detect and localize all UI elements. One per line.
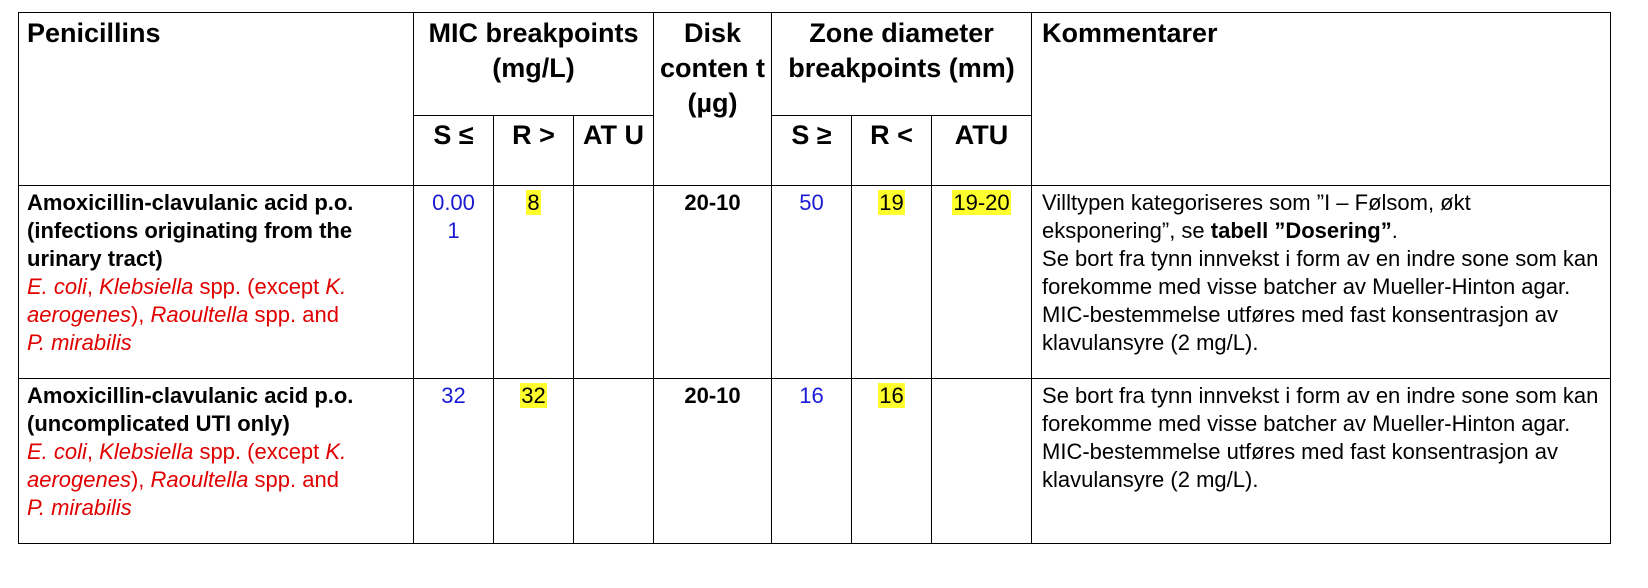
mic-s-value: 0.00 1: [414, 186, 494, 379]
table-row: [19, 186, 1611, 379]
header-zone-s: S ≥: [772, 116, 852, 186]
drug-name: Amoxicillin-clavulanic acid p.o. (uncomplicated UTI only): [27, 383, 354, 436]
organism-list: E. coli, Klebsiella spp. (except K. aerogenes), Raoultella spp. and P. mirabilis: [27, 439, 347, 520]
comment-cell: [1032, 379, 1611, 544]
zone-atu-value: [932, 379, 1032, 544]
disk-value: 20-10: [654, 379, 772, 544]
mic-atu-value: [574, 379, 654, 544]
organism-list: E. coli, Klebsiella spp. (except K. aerogenes), Raoultella spp. and P. mirabilis: [27, 274, 347, 355]
drug-name: Amoxicillin-clavulanic acid p.o. (infections originating from the urinary tract): [27, 190, 354, 271]
zone-atu-value: 19-20: [953, 190, 1010, 215]
drug-cell: [19, 186, 414, 379]
header-zone-atu: ATU: [932, 116, 1032, 186]
header-mic-atu: AT U: [574, 116, 654, 186]
header-zone-r: R <: [852, 116, 932, 186]
header-mic-breakpoints: MIC breakpoints (mg/L): [414, 13, 654, 116]
comment-bold-link: tabell ”Dosering”: [1210, 218, 1392, 243]
comment-text: Se bort fra tynn innvekst i form av en indre sone som kan forekomme med visse batcher av Mueller-Hinton agar.: [1042, 383, 1599, 436]
comment-text: Villtypen kategoriseres som ”I – Følsom, økt eksponering”, se: [1042, 190, 1471, 243]
mic-r-value: 8: [527, 190, 540, 215]
zone-s-value: 16: [772, 379, 852, 544]
header-mic-r: R >: [494, 116, 574, 186]
zone-s-value: 50: [772, 186, 852, 379]
comment-text: MIC-bestemmelse utføres med fast konsentrasjon av klavulansyre (2 mg/L).: [1042, 439, 1558, 492]
comment-cell: Villtypen kategoriseres som ”I – Følsom, økt eksponering”, se tabell ”Dosering”. Se bort fra tynn innvekst i form av en indre sone som kan forekomme med visse batcher av Mueller-Hinton agar. MIC-bestemmelse utføres med fast konsentrasjon av klavulansyre (2 mg/L).: [1032, 186, 1611, 379]
zone-r-cell: [852, 186, 932, 379]
breakpoint-table: [18, 12, 1611, 544]
zone-r-cell: [852, 379, 932, 544]
disk-value: 20-10: [654, 186, 772, 379]
mic-r-value: 32: [521, 383, 546, 408]
header-zone-diameter: Zone diameter breakpoints (mm): [772, 13, 1032, 116]
header-comments: Kommentarer: [1032, 13, 1611, 186]
comment-text: Se bort fra tynn innvekst i form av en indre sone som kan forekomme med visse batcher av Mueller-Hinton agar.: [1042, 246, 1599, 299]
mic-s-value: 32: [414, 379, 494, 544]
mic-r-cell: [494, 379, 574, 544]
table-row: [19, 379, 1611, 544]
header-mic-s: S ≤: [414, 116, 494, 186]
zone-r-value: 16: [879, 383, 904, 408]
mic-atu-value: [574, 186, 654, 379]
zone-r-value: 19: [879, 190, 904, 215]
comment-text: MIC-bestemmelse utføres med fast konsentrasjon av klavulansyre (2 mg/L).: [1042, 302, 1558, 355]
zone-atu-cell: [932, 186, 1032, 379]
header-disk-content: Disk conten t (µg): [654, 13, 772, 186]
drug-cell: [19, 379, 414, 544]
header-penicillins: Penicillins: [19, 13, 414, 186]
mic-r-cell: [494, 186, 574, 379]
